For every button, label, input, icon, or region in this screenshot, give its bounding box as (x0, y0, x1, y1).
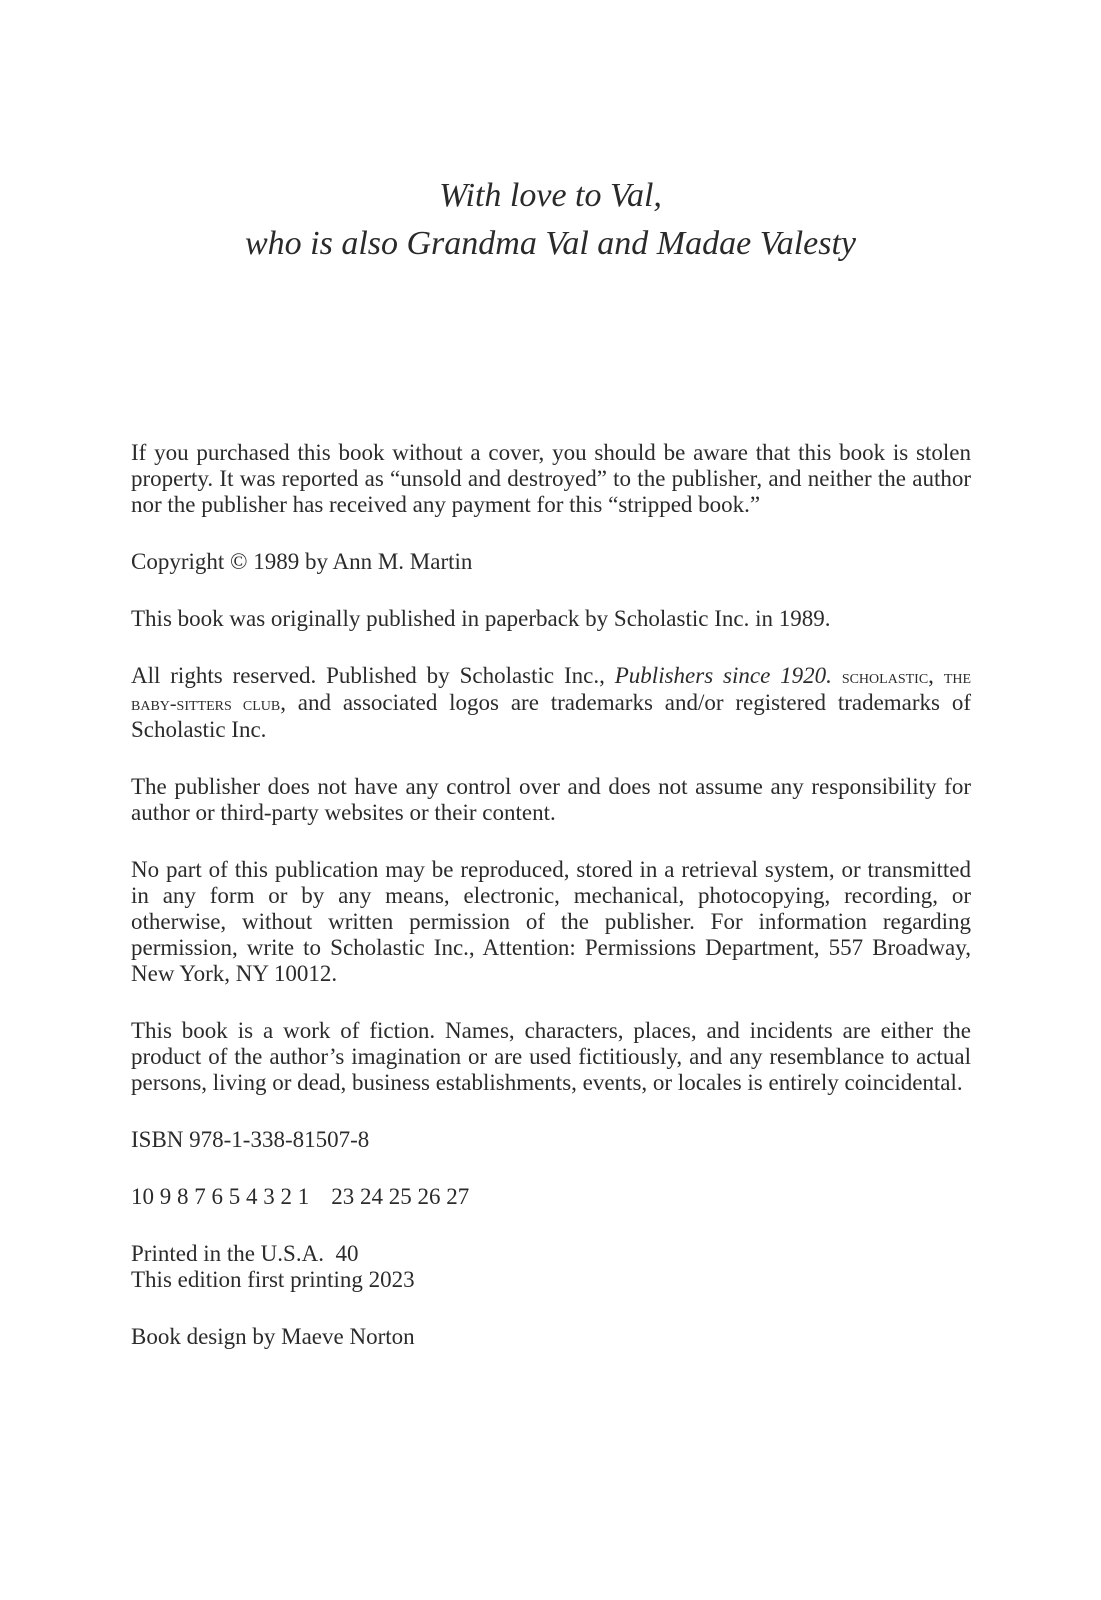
copyright-text-block (131, 440, 971, 1381)
publisher-disclaimer: The publisher does not have any control over and does not assume any responsibility for author or third-party websites or their content. (131, 774, 971, 825)
reproduction-notice: No part of this publication may be reproduced, stored in a retrieval system, or transmitted in any form or by any means, electronic, mechanical, photocopying, recording, or otherwise, without written permission of the publisher. For information regarding permission, write to Scholastic Inc., Attention: Permissions Department, 557 Broadway, New York, NY 10012. (131, 857, 971, 986)
dedication (0, 172, 1101, 268)
trademark-scholastic: scholastic (841, 666, 929, 688)
impression-numbers: 10 9 8 7 6 5 4 3 2 1 (131, 1184, 310, 1209)
dedication-line-1: With love to Val, (439, 177, 662, 214)
book-design-credit: Book design by Maeve Norton (131, 1324, 415, 1349)
rights-reserved-paragraph: All rights reserved. Published by Scholastic Inc., Publishers since 1920. scholastic, the baby-sitters club, and associated logos are trademarks and/or registered trademarks of Scholastic Inc. (131, 663, 972, 742)
copyright-line: Copyright © 1989 by Ann M. Martin (131, 549, 473, 574)
trademark-baby-sitters-club: the baby-sitters club (131, 666, 972, 715)
fiction-notice: This book is a work of fiction. Names, characters, places, and incidents are either the product of the author’s imagination or are used fictitiously, and any resemblance to actual persons, living or dead, business establishments, events, or locales is entirely coincidental. (131, 1018, 971, 1095)
publishers-since-text: Publishers since 1920. (614, 663, 832, 688)
rights-text-1: All rights reserved. Published by Scholastic Inc., (131, 663, 615, 688)
printing-info (131, 1241, 971, 1293)
year-numbers: 23 24 25 26 27 (331, 1184, 470, 1209)
isbn: ISBN 978-1-338-81507-8 (131, 1127, 370, 1152)
rights-text-2: , and associated logos are trademarks and/or registered trademarks of Scholastic Inc. (131, 690, 971, 742)
dedication-line-2: who is also Grandma Val and Madae Valesty (244, 225, 857, 262)
printing-numbers (131, 1184, 971, 1210)
stripped-book-notice: If you purchased this book without a cover, you should be aware that this book is stolen property. It was reported as “unsold and destroyed” to the publisher, and neither the author nor the publisher has received any payment for this “stripped book.” (131, 440, 971, 517)
edition-line: This edition first printing 2023 (131, 1267, 415, 1292)
printed-in-line: Printed in the U.S.A. 40 (131, 1241, 359, 1266)
original-publication-line: This book was originally published in paperback by Scholastic Inc. in 1989. (131, 606, 831, 631)
